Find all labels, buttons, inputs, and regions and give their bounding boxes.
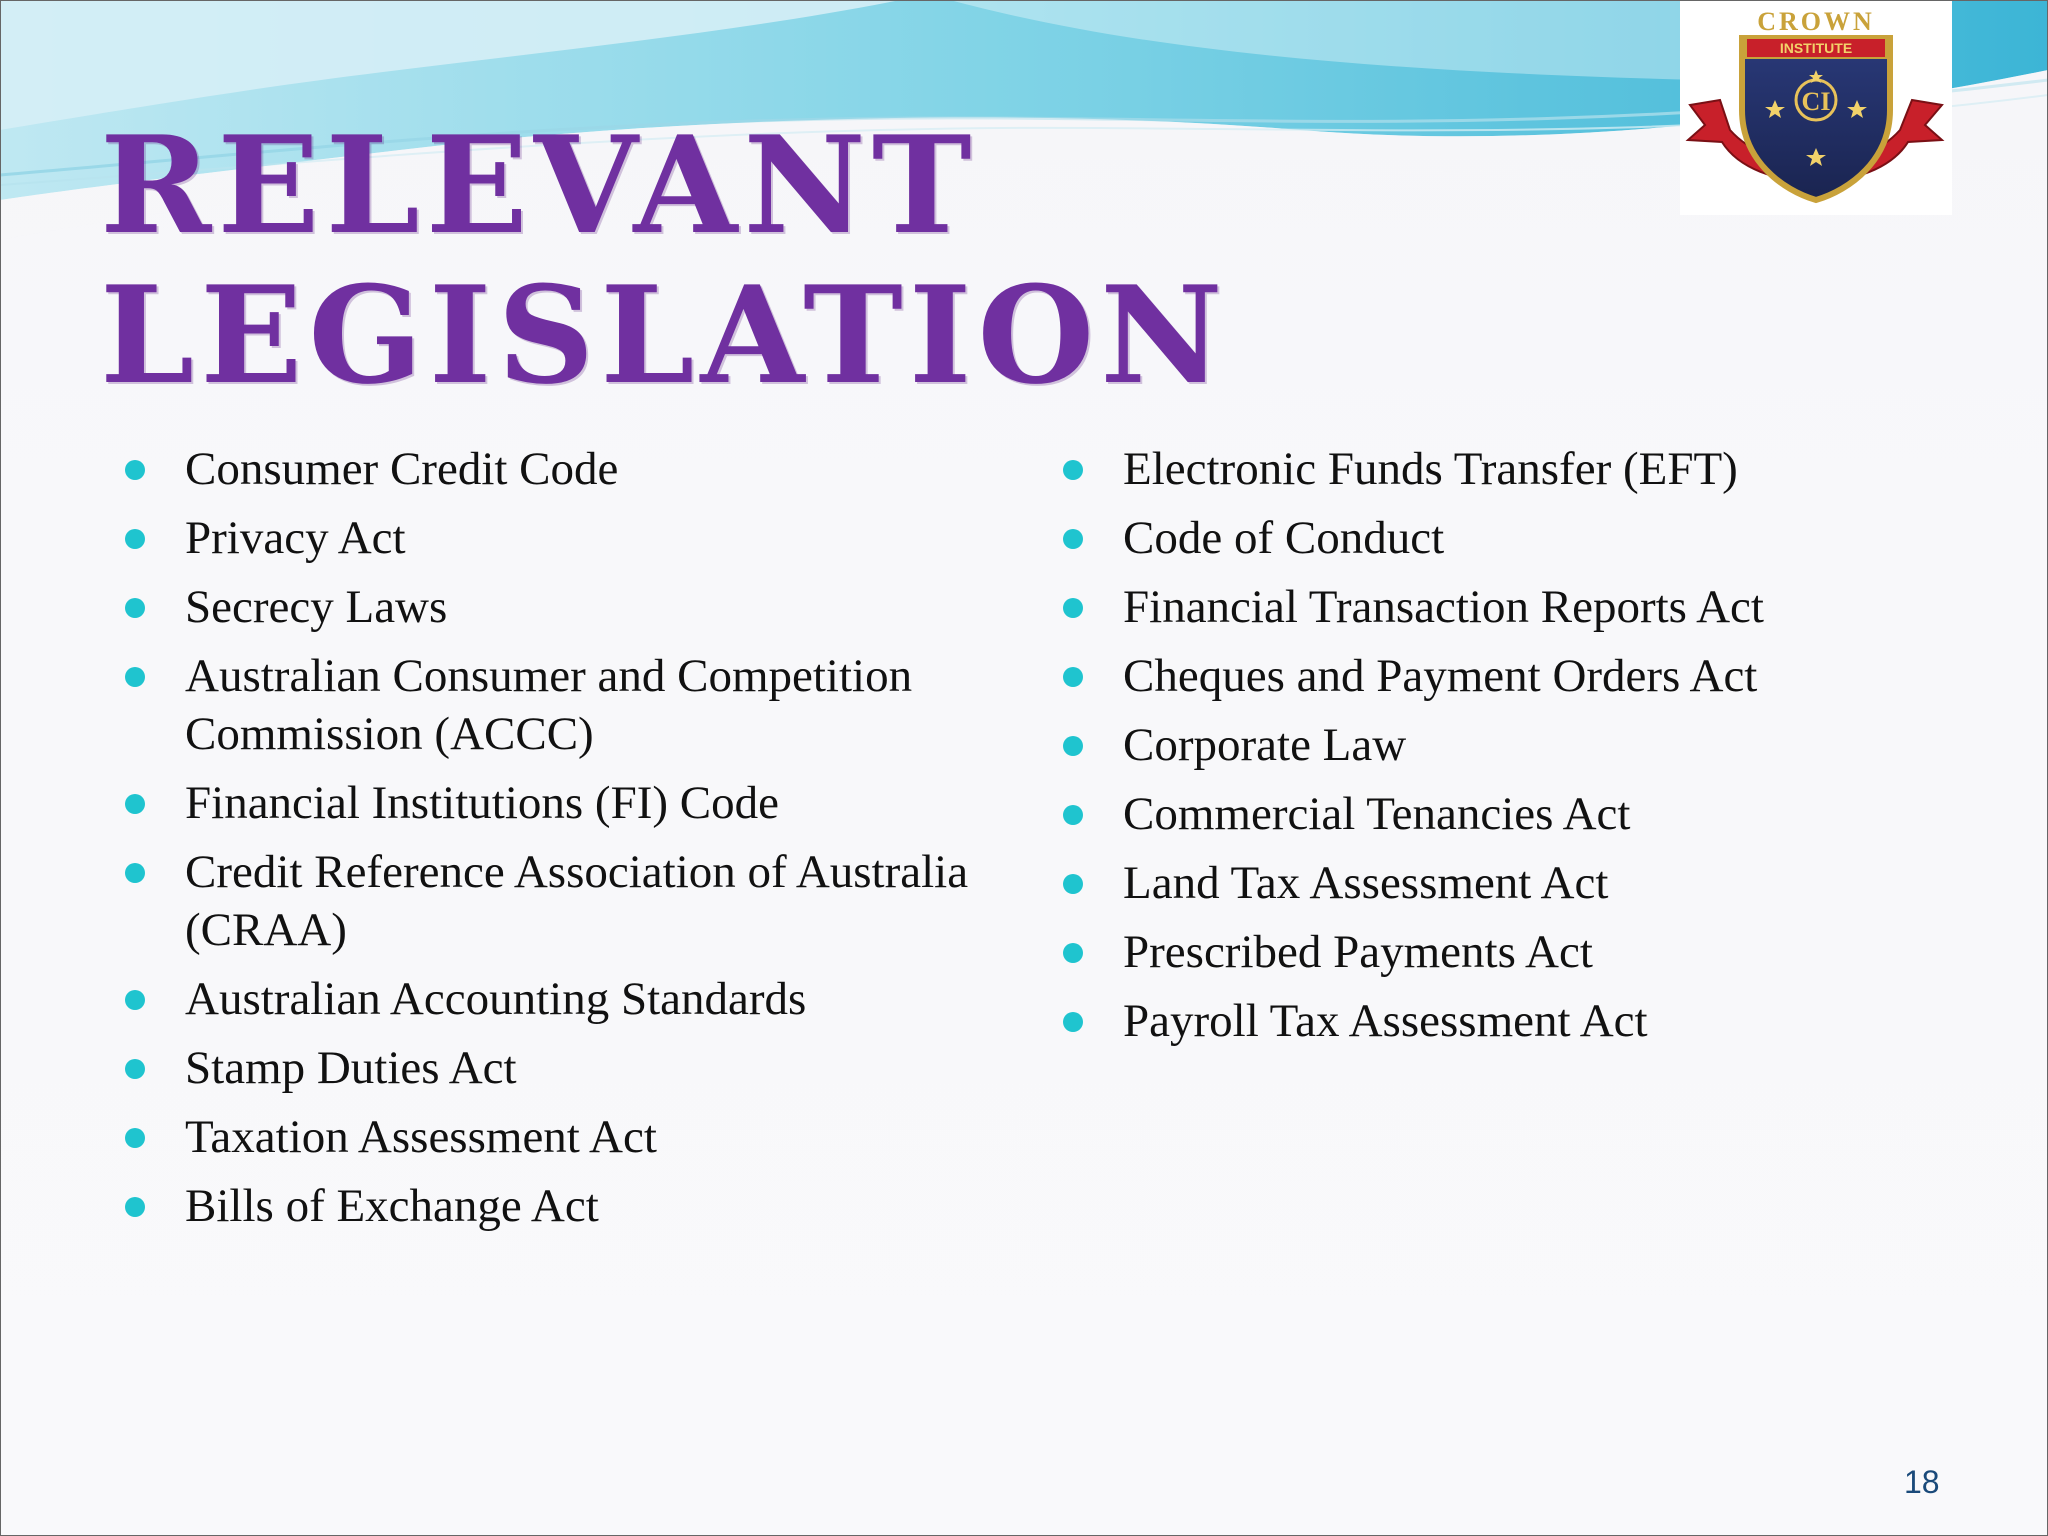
logo-container	[1680, 0, 1952, 215]
legislation-item	[1063, 923, 1963, 981]
legislation-item-text: Commercial Tenancies Act	[1123, 788, 1631, 840]
legislation-item-text: Privacy Act	[185, 512, 406, 564]
title-line-2: LEGISLATION	[100, 256, 1229, 414]
legislation-item-text: Australian Consumer and Competition Commission (ACCC)	[185, 650, 913, 760]
legislation-item	[125, 843, 1025, 959]
legislation-item	[1063, 578, 1963, 636]
legislation-item-text: Land Tax Assessment Act	[1123, 857, 1609, 909]
legislation-item-text: Credit Reference Association of Australia (CRAA)	[185, 846, 969, 956]
legislation-item-text: Financial Institutions (FI) Code	[185, 777, 779, 829]
legislation-item-text: Corporate Law	[1123, 719, 1407, 771]
logo-top-text: CROWN	[1757, 7, 1875, 36]
bullet-icon	[125, 460, 145, 480]
legislation-item	[125, 578, 1025, 636]
legislation-list-left	[125, 440, 1025, 1246]
bullet-icon	[1063, 736, 1083, 756]
legislation-item	[125, 774, 1025, 832]
bullet-icon	[125, 598, 145, 618]
legislation-item	[125, 970, 1025, 1028]
legislation-item-text: Code of Conduct	[1123, 512, 1445, 564]
bullet-icon	[1063, 1012, 1083, 1032]
legislation-item	[125, 1108, 1025, 1166]
bullet-icon	[1063, 460, 1083, 480]
legislation-item-text: Cheques and Payment Orders Act	[1123, 650, 1758, 702]
legislation-item-text: Consumer Credit Code	[185, 443, 619, 495]
title-line-1: RELEVANT	[100, 106, 978, 264]
bullet-icon	[1063, 805, 1083, 825]
legislation-item	[125, 1039, 1025, 1097]
bullet-icon	[1063, 667, 1083, 687]
legislation-item-text: Secrecy Laws	[185, 581, 448, 633]
bullet-icon	[125, 1197, 145, 1217]
logo-band-text: INSTITUTE	[1779, 40, 1853, 56]
legislation-item	[1063, 716, 1963, 774]
legislation-item-text: Australian Accounting Standards	[185, 973, 807, 1025]
legislation-item	[1063, 440, 1963, 498]
legislation-item	[125, 647, 1025, 763]
legislation-item	[1063, 647, 1963, 705]
page-number: 18	[1904, 1464, 1940, 1500]
legislation-item-text: Bills of Exchange Act	[185, 1180, 599, 1232]
bullet-icon	[125, 1128, 145, 1148]
bullet-icon	[1063, 598, 1083, 618]
bullet-icon	[125, 794, 145, 814]
slide-title	[100, 106, 1229, 414]
legislation-item-text: Financial Transaction Reports Act	[1123, 581, 1764, 633]
legislation-item	[1063, 854, 1963, 912]
bullet-icon	[1063, 943, 1083, 963]
legislation-item-text: Stamp Duties Act	[185, 1042, 517, 1094]
bullet-icon	[1063, 529, 1083, 549]
legislation-item	[1063, 509, 1963, 567]
legislation-item-text: Taxation Assessment Act	[185, 1111, 657, 1163]
bullet-icon	[125, 529, 145, 549]
svg-text:CI: CI	[1801, 87, 1831, 116]
bullet-icon	[125, 990, 145, 1010]
legislation-item	[1063, 992, 1963, 1050]
bullet-icon	[1063, 874, 1083, 894]
legislation-item	[1063, 785, 1963, 843]
bullet-icon	[125, 667, 145, 687]
legislation-item-text: Electronic Funds Transfer (EFT)	[1123, 443, 1738, 495]
legislation-item-text: Payroll Tax Assessment Act	[1123, 995, 1648, 1047]
legislation-item	[125, 1177, 1025, 1235]
legislation-item	[125, 509, 1025, 567]
legislation-list-right	[1063, 440, 1963, 1061]
bullet-icon	[125, 863, 145, 883]
crown-institute-logo	[1680, 0, 1952, 215]
bullet-icon	[125, 1059, 145, 1079]
legislation-item	[125, 440, 1025, 498]
legislation-item-text: Prescribed Payments Act	[1123, 926, 1593, 978]
